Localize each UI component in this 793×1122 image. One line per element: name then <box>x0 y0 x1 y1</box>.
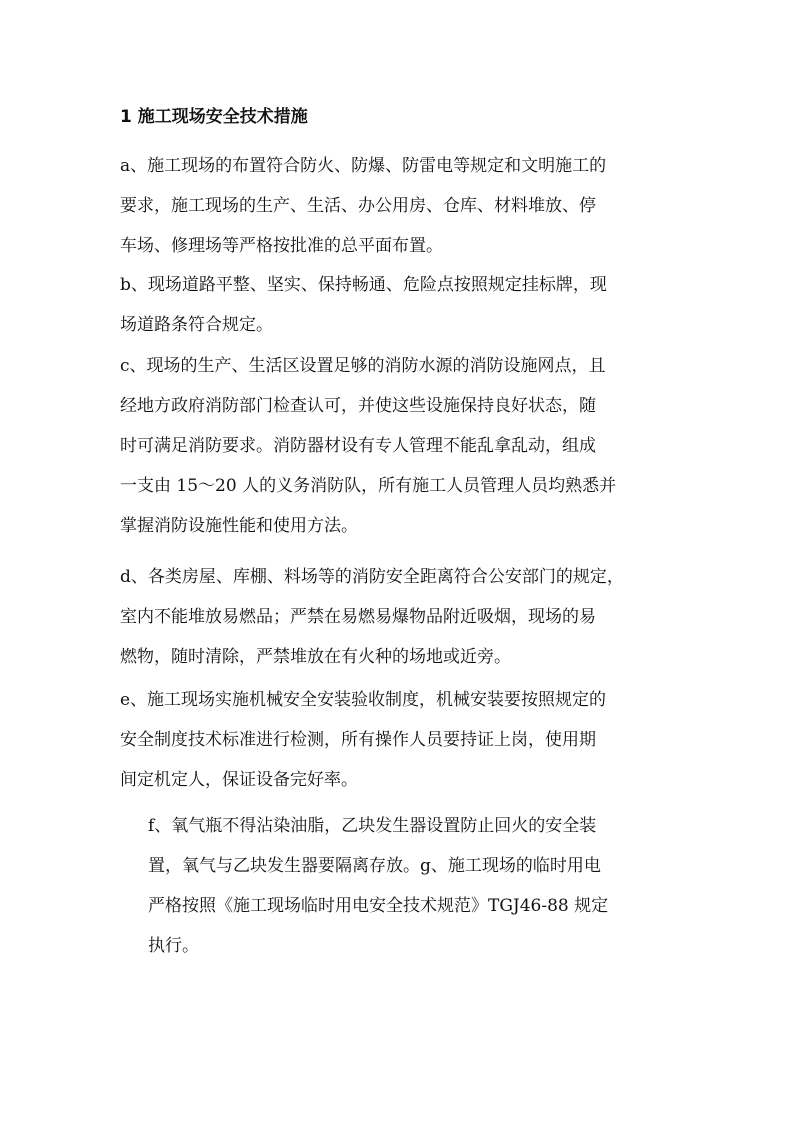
paragraph-line: 一支由 15～20 人的义务消防队，所有施工人员管理人员均熟悉并 <box>120 476 617 496</box>
paragraph-b <box>120 265 678 345</box>
paragraph-line: e、施工现场实施机械安全安装验收制度，机械安装要按照规定的 <box>120 690 607 710</box>
paragraph-line: f、氧气瓶不得沾染油脂，乙块发生器设置防止回火的安全装 <box>148 816 597 836</box>
paragraph-line: 时可满足消防要求。消防器材设有专人管理不能乱拿乱动，组成 <box>120 436 596 456</box>
paragraph-line: 场道路条符合规定。 <box>120 315 273 335</box>
paragraph-line: 室内不能堆放易燃品；严禁在易燃易爆物品附近吸烟，现场的易 <box>120 607 596 627</box>
paragraph-line: 经地方政府消防部门检查认可，并使这些设施保持良好状态，随 <box>120 396 596 416</box>
paragraph-line: 置，氧气与乙块发生器要隔离存放。g、施工现场的临时用电 <box>148 856 601 876</box>
paragraph-d <box>120 557 678 677</box>
paragraph-line: 车场、修理场等严格按批准的总平面布置。 <box>120 236 443 256</box>
paragraph-a <box>120 146 678 266</box>
paragraph-line: d、各类房屋、库棚、料场等的消防安全距离符合公安部门的规定， <box>120 567 624 587</box>
paragraph-line: 掌握消防设施性能和使用方法。 <box>120 516 358 536</box>
paragraph-line: 要求，施工现场的生产、生活、办公用房、仓库、材料堆放、停 <box>120 196 596 216</box>
section-heading: 1 施工现场安全技术措施 <box>120 107 308 127</box>
paragraph-f-g <box>148 806 678 966</box>
paragraph-line: 执行。 <box>148 936 199 956</box>
paragraph-e <box>120 680 678 800</box>
paragraph-line: 间定机定人，保证设备完好率。 <box>120 770 358 790</box>
paragraph-line: 严格按照《施工现场临时用电安全技术规范》TGJ46-88 规定 <box>148 896 609 916</box>
paragraph-line: b、现场道路平整、坚实、保持畅通、危险点按照规定挂标牌，现 <box>120 275 607 295</box>
paragraph-line: c、现场的生产、生活区设置足够的消防水源的消防设施网点，且 <box>120 356 606 376</box>
paragraph-line: 燃物，随时清除，严禁堆放在有火种的场地或近旁。 <box>120 647 511 667</box>
paragraph-line: 安全制度技术标准进行检测，所有操作人员要持证上岗，使用期 <box>120 730 596 750</box>
paragraph-line: a、施工现场的布置符合防火、防爆、防雷电等规定和文明施工的 <box>120 156 607 176</box>
paragraph-c <box>120 346 678 546</box>
